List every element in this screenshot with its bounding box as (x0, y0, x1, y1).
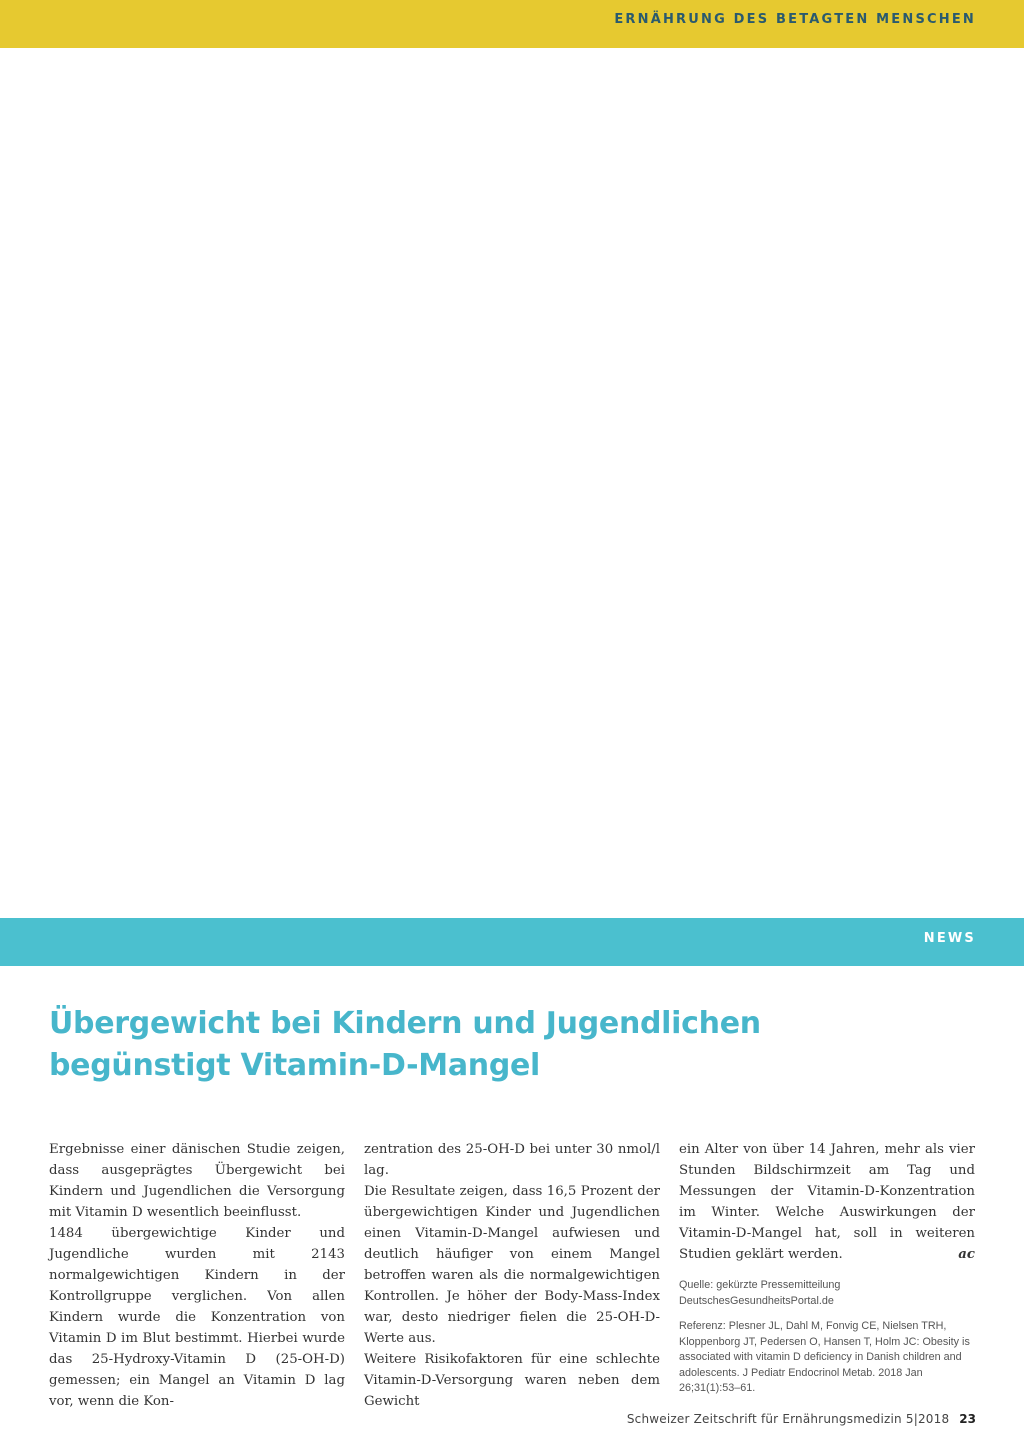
paragraph: Weitere Risikofaktoren für eine schlechte Vitamin-D-Versorgung waren neben dem Gewicht (364, 1352, 660, 1409)
article-title-line-2: begünstigt Vitamin-D-Mangel (49, 1048, 541, 1083)
news-label: NEWS (923, 931, 976, 946)
article-column-1 (49, 1139, 345, 1412)
paragraph (679, 1139, 975, 1265)
author-signature: ac (958, 1247, 975, 1262)
journal-name: Schweizer Zeitschrift für Ernährungsmedizin 5|2018 (626, 1412, 950, 1426)
article-title (49, 1003, 949, 1087)
paragraph-text: ein Alter von über 14 Jahren, mehr als vier Stunden Bildschirmzeit am Tag und Messungen der Vitamin-D-Konzentration im Winter. Welche Auswirkungen der Vitamin-D-Mangel hat, soll in weiteren Studien geklärt werden. (679, 1142, 975, 1262)
paragraph: zentration des 25-OH-D bei unter 30 nmol/l lag. (364, 1142, 660, 1178)
paragraph: Die Resultate zeigen, dass 16,5 Prozent der übergewichtigen Kinder und Jugendlichen einen Vitamin-D-Mangel aufwiesen und deutlich häufiger von einem Mangel betroffen waren als die normalgewichtigen Kontrollen. Je höher der Body-Mass-Index war, desto niedriger fielen die 25-OH-D-Werte aus. (364, 1184, 660, 1346)
paragraph: 1484 übergewichtige Kinder und Jugendliche wurden mit 2143 normalgewichtigen Kindern in der Kontrollgruppe verglichen. Von allen Kindern wurde die Konzentration von Vitamin D im Blut bestimmt. Hierbei wurde das 25-Hydroxy-Vitamin D (25-OH-D) gemessen; ein Mangel an Vitamin D lag vor, wenn die Kon- (49, 1226, 345, 1409)
source-note: Quelle: gekürzte Pressemitteilung DeutschesGesundheitsPortal.de (679, 1279, 841, 1307)
article-column-3 (679, 1139, 975, 1397)
article-column-2 (364, 1139, 660, 1412)
page-number: 23 (959, 1412, 976, 1426)
article-title-line-1: Übergewicht bei Kindern und Jugendlichen (49, 1006, 761, 1041)
news-section-band (0, 918, 1024, 966)
reference-note: Referenz: Plesner JL, Dahl M, Fonvig CE, Nielsen TRH, Kloppenborg JT, Pedersen O, Hansen T, Holm JC: Obesity is associated with vitamin D deficiency in Danish children and adolescents. J Pediatr Endocrinol Metab. 2018 Jan 26;31(1):53–61. (679, 1320, 970, 1394)
page-footer (627, 1412, 976, 1426)
top-section-band (0, 0, 1024, 48)
section-label-top: ERNÄHRUNG DES BETAGTEN MENSCHEN (614, 12, 976, 27)
paragraph: Ergebnisse einer dänischen Studie zeigen, dass ausgeprägtes Übergewicht bei Kindern und Jugendlichen die Versorgung mit Vitamin D wesentlich beeinflusst. (49, 1142, 345, 1220)
